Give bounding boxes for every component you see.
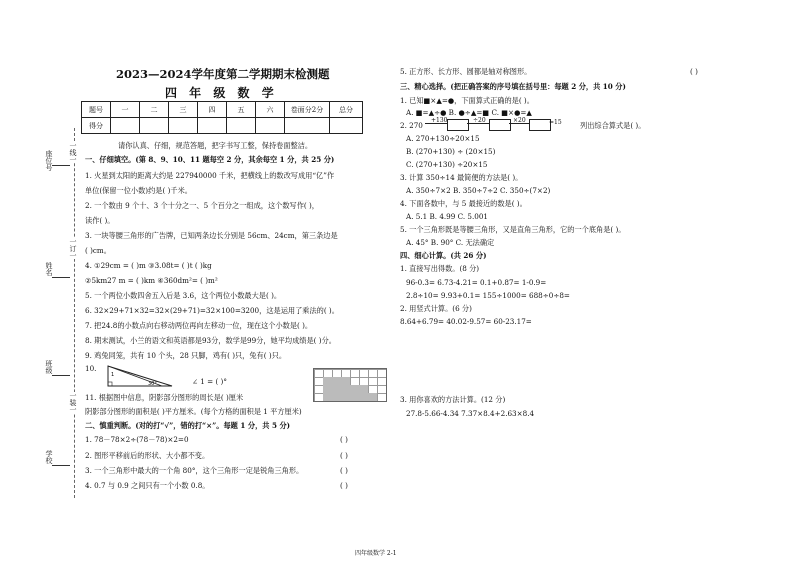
question-4-line-1: 4. ①29cm = ( )m ③3.08t= ( )t ( )kg [85, 261, 212, 270]
judge-5-answer[interactable]: ( ) [690, 67, 698, 76]
exam-subtitle: 四 年 级 数 学 [165, 86, 278, 100]
calc-1-row-1: 96-0.3= 6.73-4.21= 0.1+0.87= 1-0.9= [406, 278, 547, 287]
class-line[interactable] [52, 375, 70, 376]
score-input[interactable] [140, 118, 169, 134]
question-7: 7. 把24.8的小数点向右移动两位再向左移动一位，现在这个小数是( )。 [85, 321, 313, 330]
section-2-heading: 二、慎重判断。(对的打“√”，错的打“×”。每题 1 分，共 5 分) [85, 421, 291, 430]
svg-text:30°: 30° [148, 381, 157, 387]
score-input[interactable] [111, 118, 140, 134]
score-cell: 六 [256, 102, 285, 118]
judge-4-answer[interactable]: ( ) [340, 481, 348, 490]
judge-1: 1. 78－78×2÷(78－78)×2=0 [85, 435, 189, 444]
calc-1-heading: 1. 直接写出得数。(8 分) [400, 264, 480, 273]
question-3-line-1: 3. 一块等腰三角形的广告牌，已知两条边长分别是 56cm、24cm，第三条边是 [85, 231, 338, 240]
score-cell: 总分 [330, 102, 363, 118]
score-input-row [82, 118, 363, 134]
question-1-line-1: 1. 火星到太阳的距离大约是 227940000 千米，把横线上的数改写成用“亿”作 [85, 171, 335, 180]
choice-4-options: A. 5.1 B. 4.99 C. 5.001 [406, 212, 489, 221]
question-9: 9. 鸡兔同笼，共有 10 个头，28 只脚，鸡有( )只，兔有( )只。 [85, 351, 287, 360]
score-input[interactable] [169, 118, 198, 134]
question-11-line-1: 11. 根据图中信息，阴影部分图形的周长是( )厘米 [85, 393, 244, 402]
question-4-line-2: ②5km27 m = ( )km ④360dm²= ( )m² [85, 276, 218, 285]
flow-label: =15 [549, 119, 562, 126]
school-line[interactable] [52, 465, 70, 466]
choice-1-options: A. ■=▲÷● B. ●÷▲=■ C. ■×●=▲ [406, 108, 532, 117]
flow-label: +130 [431, 117, 448, 124]
question-2-line-1: 2. 一个数由 9 个十、3 个十分之一、5 个百分之一组成，这个数写作( )， [85, 201, 319, 210]
choice-2-option-a: A. 270+130÷20×15 [406, 134, 480, 143]
choice-5-options: A. 45° B. 90° C. 无法确定 [406, 238, 495, 247]
choice-4: 4. 下面各数中，与 5 最接近的数是( )。 [400, 199, 527, 208]
question-5: 5. 一个两位小数四舍五入后是 3.6，这个两位小数最大是( )。 [85, 291, 282, 300]
question-10-number: 10. [85, 364, 97, 373]
choice-1: 1. 已知■×▲=●，下面算式正确的是( )。 [400, 96, 534, 105]
question-6: 6. 32×29+71×32=32×(29+71)=32×100=3200，这是运用了乘法的( )。 [85, 306, 339, 315]
score-cell: 一 [111, 102, 140, 118]
choice-2-option-c: C. (270+130) ÷20×15 [406, 160, 488, 169]
score-cell: 五 [227, 102, 256, 118]
calc-3-row: 27.8-5.66-4.34 7.37×8.4+2.63×8.4 [406, 409, 535, 418]
section-1-heading: 一、仔细填空。(第 8、9、10、11 题每空 2 分，其余每空 1 分，共 25 分) [85, 155, 335, 164]
right-triangle-figure [98, 362, 178, 390]
calc-1-row-2: 2.8÷10= 9.93+0.1= 155÷1000= 688÷0÷8= [406, 291, 570, 300]
choice-5: 5. 一个三角形既是等腰三角形，又是直角三角形，它的一个底角是( )。 [400, 225, 626, 234]
binding-line [74, 128, 75, 498]
score-cell: 二 [140, 102, 169, 118]
question-3-line-2: ( )cm。 [85, 246, 111, 255]
judge-3: 3. 一个三角形中最大的一个角 80°，这个三角形一定是锐角三角形。 [85, 466, 304, 475]
question-8: 8. 期末测试，小兰的语文和英语都是93分，数学是99分，她平均成绩是( )分。 [85, 336, 336, 345]
section-3-heading: 三、精心选择。(把正确答案的序号填在括号里：每题 2 分，共 10 分) [400, 82, 626, 91]
judge-5: 5. 正方形、长方形、圆都是轴对称图形。 [400, 67, 532, 76]
choice-2-option-b: B. (270+130) ÷ (20×15) [406, 147, 496, 156]
question-2-line-2: 读作( )。 [85, 216, 115, 225]
judge-2-answer[interactable]: ( ) [340, 451, 348, 460]
class-label: 班级 [45, 360, 53, 374]
instruction: 请你认真、仔细，规范答题，把字书写工整，保持卷面整洁。 [118, 141, 313, 150]
school-label: 学校 [45, 450, 53, 464]
choice-3-options: A. 350÷7×2 B. 350÷7÷2 C. 350÷(7×2) [406, 186, 551, 195]
score-input[interactable] [227, 118, 256, 134]
exam-title: 2023—2024学年度第二学期期末检测题 [116, 67, 330, 81]
question-11-line-2: 阴影部分图形的面积是( )平方厘米。(每个方格的面积是 1 平方厘米) [85, 407, 302, 416]
cut-mark-line: 一线一 [69, 142, 77, 163]
shaded-grid-figure [313, 368, 387, 402]
score-cell: 三 [169, 102, 198, 118]
seat-label: 座位号 [45, 150, 53, 171]
score-cell: 四 [198, 102, 227, 118]
choice-2-flow [425, 119, 567, 133]
choice-2-stem: 2. 270 [400, 121, 423, 130]
score-input[interactable] [285, 118, 330, 134]
score-input[interactable] [330, 118, 363, 134]
calc-2-heading: 2. 用竖式计算。(6 分) [400, 304, 472, 313]
score-cell: 得分 [82, 118, 111, 134]
score-input[interactable] [256, 118, 285, 134]
page-footer: 四年级数学 2-1 [355, 550, 397, 557]
svg-text:1: 1 [111, 372, 115, 378]
choice-3: 3. 计算 350÷14 最简便的方法是( )。 [400, 173, 523, 182]
name-label: 姓名 [45, 262, 53, 276]
section-4-heading: 四、细心计算。(共 26 分) [400, 251, 487, 260]
calc-3-heading: 3. 用你喜欢的方法计算。(12 分) [400, 395, 506, 404]
judge-2: 2. 图形平移前后的形状、大小都不变。 [85, 451, 210, 460]
score-input[interactable] [198, 118, 227, 134]
score-table [81, 101, 363, 134]
question-1-line-2: 单位(保留一位小数)约是( )千米。 [85, 186, 192, 195]
choice-2-tail: 列出综合算式是( )。 [580, 121, 646, 130]
flow-label: ×20 [513, 117, 526, 124]
flow-label: ÷20 [473, 117, 486, 124]
judge-4: 4. 0.7 与 0.9 之间只有一个小数 0.8。 [85, 481, 210, 490]
name-line[interactable] [52, 277, 70, 278]
calc-2-row: 8.64+6.79= 40.02-9.57= 60-23.17= [400, 317, 532, 326]
score-header-row [82, 102, 363, 118]
cut-mark-bind: 一装一 [69, 392, 77, 413]
judge-3-answer[interactable]: ( ) [340, 466, 348, 475]
question-10-angle: ∠ 1 = ( )° [192, 377, 227, 386]
cut-mark-staple: 一订一 [69, 238, 77, 259]
score-cell: 卷面分2分 [285, 102, 330, 118]
judge-1-answer[interactable]: ( ) [340, 435, 348, 444]
seat-line[interactable] [52, 165, 70, 166]
score-cell: 题号 [82, 102, 111, 118]
